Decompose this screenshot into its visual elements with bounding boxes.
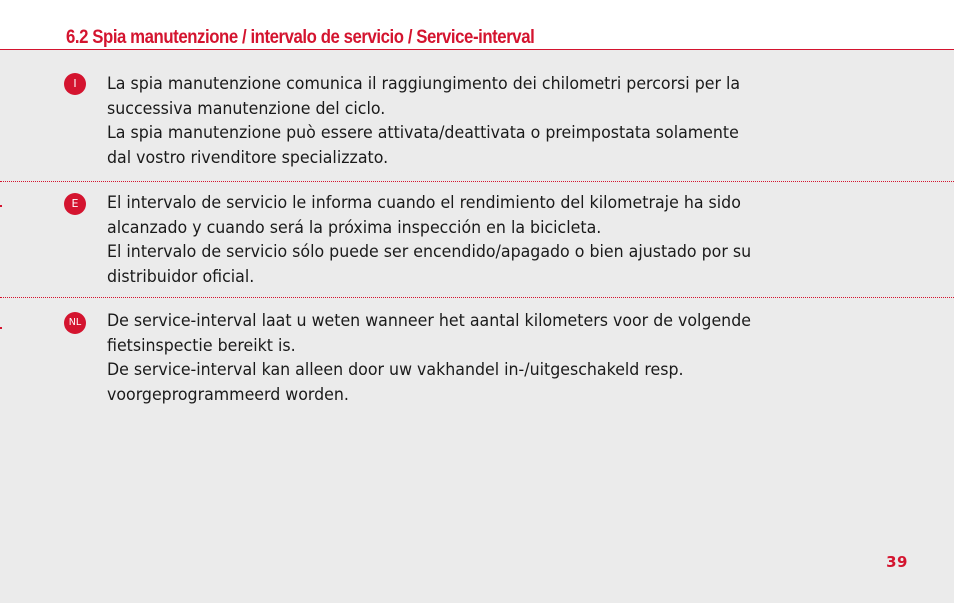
text-line: fietsinspectie bereikt is. [107, 335, 296, 356]
text-line: dal vostro rivenditore specializzato. [107, 147, 389, 168]
page-number: 39 [886, 553, 908, 571]
margin-mark [0, 205, 2, 207]
text-line: alcanzado y cuando será la próxima inspección en la bicicleta. [107, 217, 602, 238]
text-line: successiva manutenzione del ciclo. [107, 98, 386, 119]
page-header [0, 0, 954, 50]
text-line: De service-interval kan alleen door uw vakhandel in-/uitgeschakeld resp. [107, 360, 684, 380]
section-text-es [107, 191, 814, 289]
language-badge-es: E [64, 193, 86, 215]
text-line: El intervalo de servicio le informa cuando el rendimiento del kilometraje ha sido [107, 193, 741, 213]
margin-mark [0, 327, 2, 329]
language-badge-it: I [64, 73, 86, 95]
language-badge-nl: NL [64, 312, 86, 334]
section-text-it [107, 72, 814, 170]
section-text-nl [107, 309, 814, 407]
text-line: distribuidor oficial. [107, 266, 255, 287]
text-line: El intervalo de servicio sólo puede ser encendido/apagado o bien ajustado por su [107, 242, 752, 262]
text-line: De service-interval laat u weten wanneer het aantal kilometers voor de volgende [107, 311, 751, 331]
section-divider [0, 297, 954, 298]
text-line: voorgeprogrammeerd worden. [107, 384, 349, 405]
section-divider [0, 181, 954, 182]
text-line: La spia manutenzione può essere attivata/deattivata o preimpostata solamente [107, 123, 739, 143]
text-line: La spia manutenzione comunica il raggiungimento dei chilometri percorsi per la [107, 74, 741, 94]
section-title: 6.2 Spia manutenzione / intervalo de servicio / Service-interval [66, 26, 535, 48]
